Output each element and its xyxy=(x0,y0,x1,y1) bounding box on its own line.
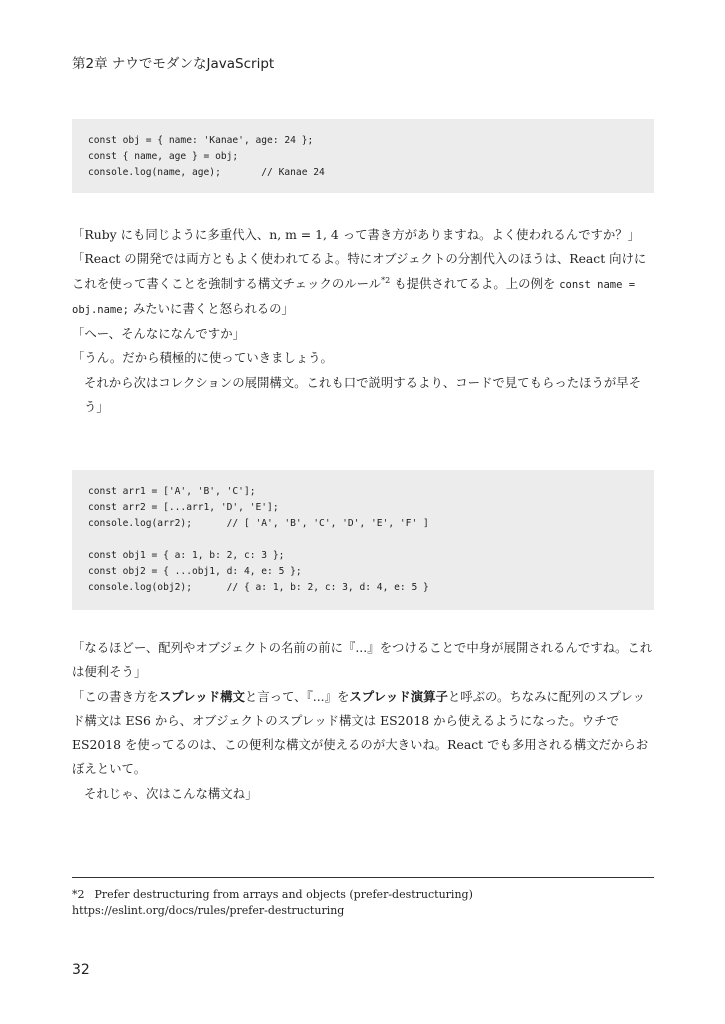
dialogue-paragraph: 「うん。だから積極的に使っていきましょう。 xyxy=(72,350,333,366)
footnote-mark: *2 xyxy=(72,888,85,901)
dialogue-paragraph: それから次はコレクションの展開構文。これも口で説明するより、コードで見てもらったほうが早そう」 xyxy=(84,374,642,415)
dialogue-paragraph: 「へー、そんなになんですか」 xyxy=(72,326,245,342)
dialogue-paragraph: 「Ruby にも同じように多重代入、n, m = 1, 4 って書き方がありますね。よく使われるんですか？」 xyxy=(72,227,641,242)
footnote-url[interactable]: https://eslint.org/docs/rules/prefer-destructuring xyxy=(72,904,345,917)
paragraph-text: 「React の開発では両方ともよく使われてるよ。特にオブジェクトの分割代入のほうは、React 向けにこれを使って書くことを強制する構文チェックのルール xyxy=(72,251,647,291)
dialogue-paragraph: 「なるほどー、配列やオブジェクトの名前の前に『...』をつけることで中身が展開されるんですね。これは便利そう」 xyxy=(72,640,653,680)
footnote xyxy=(72,887,654,919)
footnote-title-line xyxy=(72,887,654,903)
paragraph-text: と言って、『...』を xyxy=(244,688,350,704)
code-line: const arr2 = [...arr1, 'D', 'E']; xyxy=(88,502,279,513)
footnote-title: Prefer destructuring from arrays and objects (prefer-destructuring) xyxy=(94,888,473,901)
code-line xyxy=(88,532,654,548)
term-spread-syntax: スプレッド構文 xyxy=(158,688,245,704)
paragraph-text: も提供されてるよ。上の例を xyxy=(390,275,560,291)
code-line: console.log(obj2); // { a: 1, b: 2, c: 3, d: 4, e: 5 } xyxy=(88,582,429,593)
code-line: const obj1 = { a: 1, b: 2, c: 3 }; xyxy=(88,550,285,561)
paragraph-text: みたいに書くと怒られるの」 xyxy=(128,300,294,316)
code-line: const obj2 = { ...obj1, d: 4, e: 5 }; xyxy=(88,566,302,577)
code-line: const obj = { name: 'Kanae', age: 24 }; xyxy=(88,135,314,146)
prose-section-1 xyxy=(72,223,654,419)
code-line: const arr1 = ['A', 'B', 'C']; xyxy=(88,486,256,497)
paragraph-text: と呼ぶの。ちなみに配列のスプレッド構文は ES6 から、オブジェクトのスプレッド構文は ES2018 から使えるようになった。ウチで ES2018 を使ってるのは、この便利な構文が使えるのが大きいね。React でも多用される構文だからおぼえといて。 xyxy=(72,688,649,777)
dialogue-paragraph: それじゃ、次はこんな構文ね」 xyxy=(84,785,258,801)
term-spread-operator: スプレッド演算子 xyxy=(349,688,448,704)
chapter-header: 第2章 ナウでモダンなJavaScript xyxy=(72,56,275,72)
code-line: console.log(name, age); // Kanae 24 xyxy=(88,167,325,178)
code-line: console.log(arr2); // [ 'A', 'B', 'C', 'D', 'E', 'F' ] xyxy=(88,518,429,529)
inline-code: const name = obj.name; xyxy=(72,278,636,316)
code-block-spread xyxy=(72,470,654,610)
page-number: 32 xyxy=(72,962,90,978)
paragraph-text: 「この書き方を xyxy=(72,688,159,704)
footnote-reference[interactable]: *2 xyxy=(381,275,391,285)
dialogue-paragraph xyxy=(72,685,654,782)
code-block-destructuring xyxy=(72,119,654,193)
prose-section-2 xyxy=(72,636,654,806)
footnote-divider xyxy=(72,877,654,878)
dialogue-paragraph xyxy=(72,247,654,322)
code-line: const { name, age } = obj; xyxy=(88,151,239,162)
